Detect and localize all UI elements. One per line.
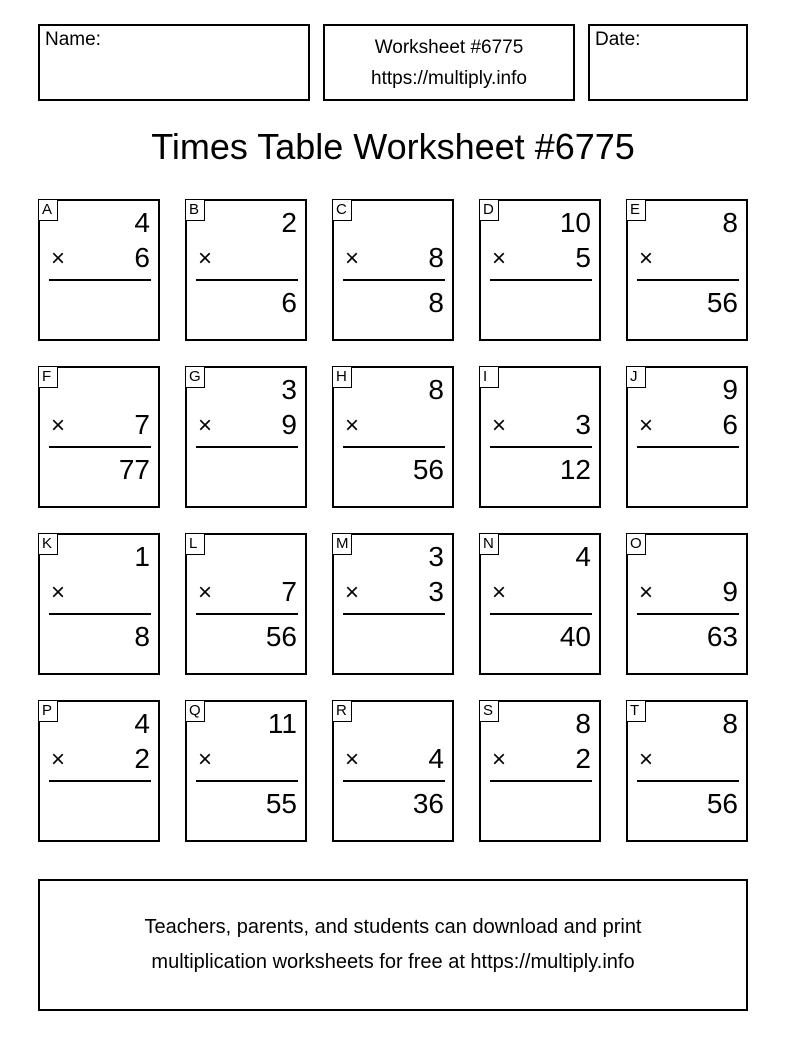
problem-letter: B — [185, 199, 205, 221]
answer-line — [343, 613, 445, 615]
multiplier: 6 — [134, 242, 150, 273]
times-symbol: × — [639, 245, 654, 272]
times-symbol: × — [51, 746, 66, 773]
multiplicand: 11 — [267, 708, 297, 739]
footer-box — [38, 879, 748, 1011]
page-title: Times Table Worksheet #6775 — [151, 126, 635, 167]
problem-card-f — [38, 366, 160, 508]
product: 6 — [281, 287, 297, 318]
footer-line-1: Teachers, parents, and students can download and print — [144, 916, 642, 938]
problem-card-g — [185, 366, 307, 508]
problem-letter: A — [38, 199, 58, 221]
multiplicand: 3 — [428, 541, 444, 572]
problem-letter: E — [626, 199, 646, 221]
problem-card-a — [38, 199, 160, 341]
answer-line — [637, 613, 739, 615]
multiplicand: 10 — [559, 207, 591, 238]
problem-card-q — [185, 700, 307, 842]
times-symbol: × — [198, 746, 213, 773]
problem-card-h — [332, 366, 454, 508]
problem-letter: C — [332, 199, 352, 221]
answer-line — [196, 613, 298, 615]
multiplicand: 8 — [722, 207, 738, 238]
problem-letter: J — [626, 366, 646, 388]
worksheet-info-box — [323, 24, 575, 101]
multiplicand: 3 — [281, 374, 297, 405]
problem-card-d — [479, 199, 601, 341]
times-symbol: × — [345, 245, 360, 272]
times-symbol: × — [639, 412, 654, 439]
multiplicand: 4 — [134, 708, 150, 739]
problem-card-n — [479, 533, 601, 675]
problem-letter: T — [626, 700, 646, 722]
problem-letter: D — [479, 199, 499, 221]
answer-line — [49, 279, 151, 281]
problem-letter: R — [332, 700, 352, 722]
product: 63 — [706, 621, 738, 652]
times-symbol: × — [345, 412, 360, 439]
problem-letter: N — [479, 533, 499, 555]
times-symbol: × — [198, 245, 213, 272]
name-label: Name: — [45, 29, 101, 50]
footer-line-2: multiplication worksheets for free at https://multiply.info — [151, 951, 635, 973]
times-symbol: × — [492, 245, 507, 272]
multiplicand: 9 — [722, 374, 738, 405]
worksheet-number: Worksheet #6775 — [374, 36, 524, 58]
times-symbol: × — [492, 579, 507, 606]
multiplier: 9 — [281, 409, 297, 440]
times-symbol: × — [51, 579, 66, 606]
problem-letter: G — [185, 366, 205, 388]
answer-line — [637, 780, 739, 782]
product: 12 — [559, 454, 591, 485]
problem-card-t — [626, 700, 748, 842]
multiplier: 7 — [281, 576, 297, 607]
answer-line — [49, 780, 151, 782]
product: 55 — [265, 788, 297, 819]
problem-card-m — [332, 533, 454, 675]
answer-line — [490, 279, 592, 281]
problem-card-b — [185, 199, 307, 341]
answer-line — [490, 446, 592, 448]
multiplicand: 2 — [281, 207, 297, 238]
product: 8 — [428, 287, 444, 318]
times-symbol: × — [198, 579, 213, 606]
times-symbol: × — [492, 746, 507, 773]
product: 36 — [412, 788, 444, 819]
product: 8 — [134, 621, 150, 652]
multiplier: 8 — [428, 242, 444, 273]
problem-card-i — [479, 366, 601, 508]
problem-card-j — [626, 366, 748, 508]
answer-line — [343, 279, 445, 281]
times-symbol: × — [51, 245, 66, 272]
product: 56 — [412, 454, 444, 485]
problem-letter: M — [332, 533, 352, 555]
times-symbol: × — [198, 412, 213, 439]
problem-letter: O — [626, 533, 646, 555]
multiplier: 2 — [575, 743, 591, 774]
problem-card-s — [479, 700, 601, 842]
times-symbol: × — [639, 746, 654, 773]
answer-line — [490, 780, 592, 782]
product: 56 — [706, 788, 738, 819]
problem-card-p — [38, 700, 160, 842]
problem-letter: K — [38, 533, 58, 555]
multiplier: 4 — [428, 743, 444, 774]
multiplicand: 4 — [575, 541, 591, 572]
multiplicand: 4 — [134, 207, 150, 238]
problem-card-e — [626, 199, 748, 341]
problem-letter: P — [38, 700, 58, 722]
problem-letter: S — [479, 700, 499, 722]
product: 56 — [706, 287, 738, 318]
times-symbol: × — [345, 746, 360, 773]
answer-line — [196, 279, 298, 281]
problem-card-k — [38, 533, 160, 675]
answer-line — [343, 446, 445, 448]
answer-line — [637, 446, 739, 448]
problem-card-o — [626, 533, 748, 675]
multiplier: 7 — [134, 409, 150, 440]
multiplier: 2 — [134, 743, 150, 774]
problem-letter: H — [332, 366, 352, 388]
times-symbol: × — [639, 579, 654, 606]
multiplicand: 8 — [428, 374, 444, 405]
answer-line — [49, 446, 151, 448]
answer-line — [343, 780, 445, 782]
multiplier: 3 — [575, 409, 591, 440]
problem-letter: L — [185, 533, 205, 555]
answer-line — [49, 613, 151, 615]
multiplicand: 8 — [575, 708, 591, 739]
date-label: Date: — [595, 29, 641, 50]
times-symbol: × — [492, 412, 507, 439]
name-field[interactable] — [38, 24, 310, 101]
multiplicand: 8 — [722, 708, 738, 739]
times-symbol: × — [345, 579, 360, 606]
times-symbol: × — [51, 412, 66, 439]
date-field[interactable] — [588, 24, 748, 101]
multiplier: 6 — [722, 409, 738, 440]
multiplier: 3 — [428, 576, 444, 607]
product: 77 — [118, 454, 150, 485]
problem-card-c — [332, 199, 454, 341]
product: 40 — [559, 621, 591, 652]
problem-letter: F — [38, 366, 58, 388]
product: 56 — [265, 621, 297, 652]
problem-letter: Q — [185, 700, 205, 722]
multiplicand: 1 — [134, 541, 150, 572]
answer-line — [196, 446, 298, 448]
problem-card-r — [332, 700, 454, 842]
problem-card-l — [185, 533, 307, 675]
footer-text — [145, 910, 642, 980]
answer-line — [637, 279, 739, 281]
multiplier: 9 — [722, 576, 738, 607]
answer-line — [490, 613, 592, 615]
multiplier: 5 — [575, 242, 591, 273]
problem-letter: I — [479, 366, 499, 388]
answer-line — [196, 780, 298, 782]
worksheet-url: https://multiply.info — [371, 67, 527, 89]
